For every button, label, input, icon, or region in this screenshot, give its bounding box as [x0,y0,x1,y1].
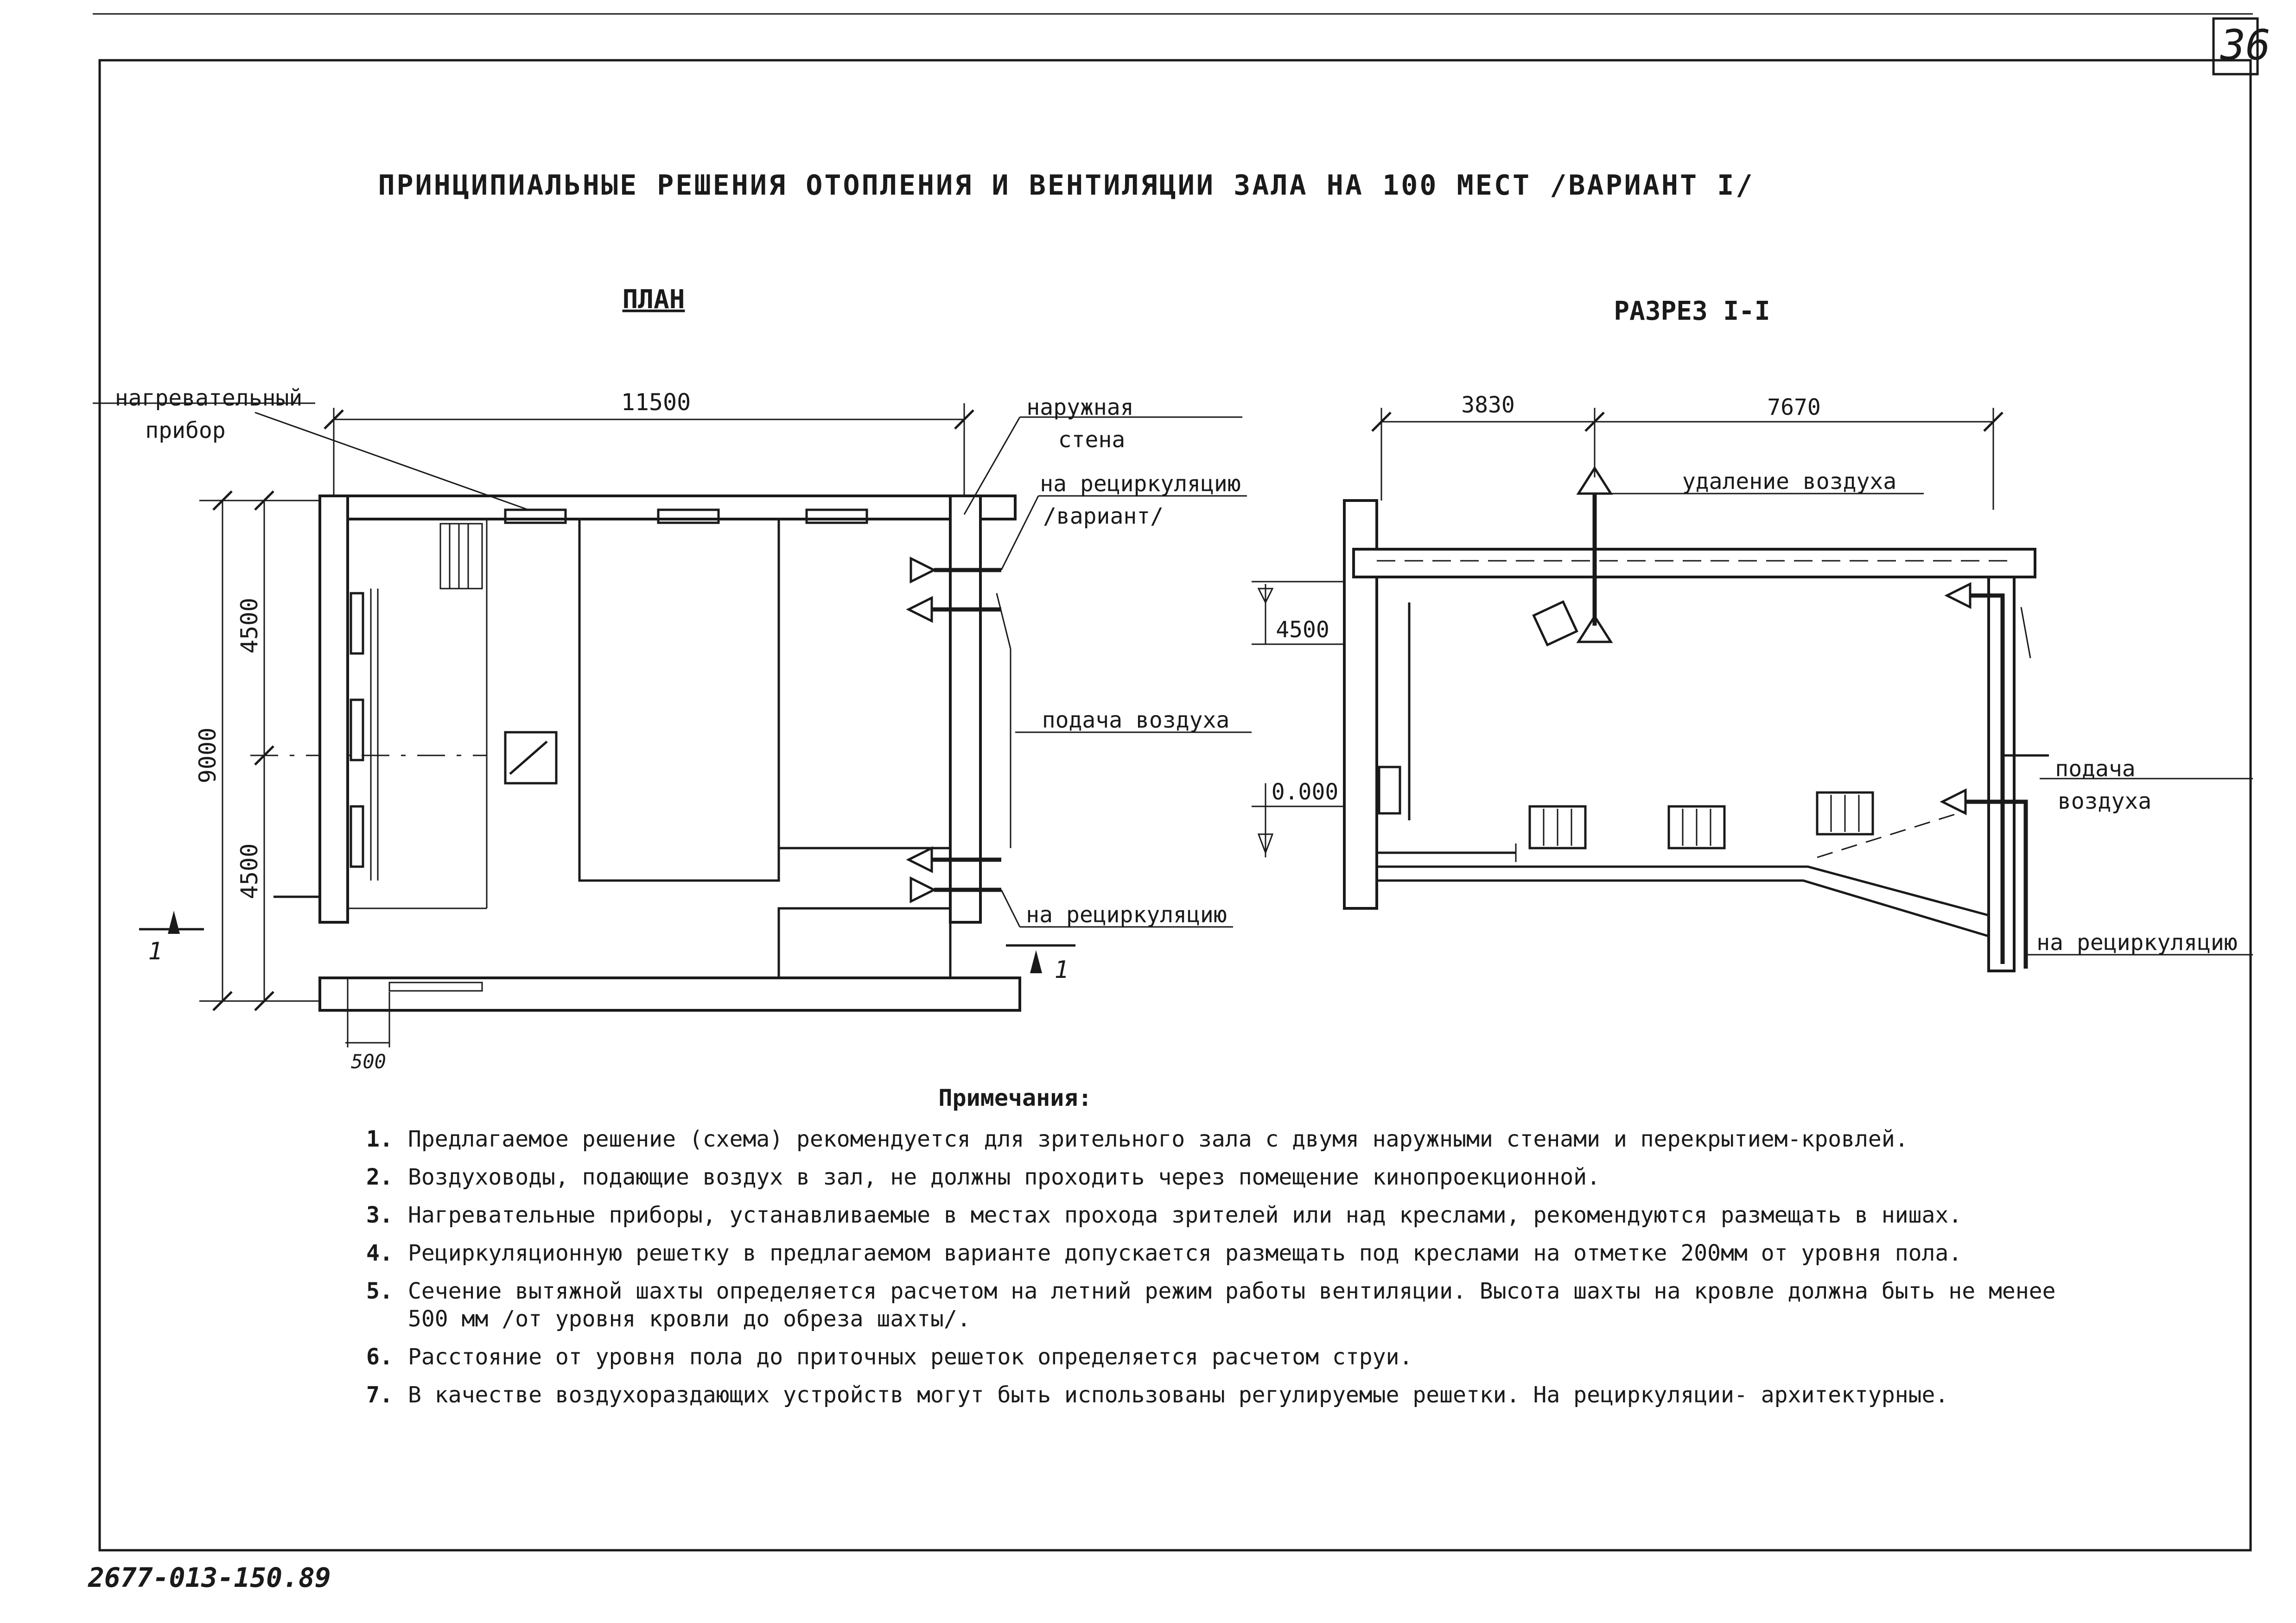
label-supply: подача воздуха [1042,707,1230,733]
note-number: 7. [366,1382,393,1408]
radiator [351,806,363,867]
supply-grille-icon [1942,790,1965,813]
label-variant: /вариант/ [1043,503,1164,529]
dim-width-label: 11500 [621,389,691,416]
note-number: 4. [366,1240,393,1266]
label-supply-section-2: воздуха [2057,788,2152,814]
supply-grille-icon [911,558,934,582]
dim-left-label: 3830 [1461,392,1515,418]
note-text: Расстояние от уровня пола до приточных решеток определяется расчетом струи. [408,1344,1413,1370]
note-text: Предлагаемое решение (схема) рекомендуется для зрительного зала с двумя наружными стенами и перекрытием-кровлей. [408,1126,1908,1152]
note-text: Сечение вытяжной шахты определяется расчетом на летний режим работы вентиляции. Высота шахты на кровле должна быть не менее 500 мм /от уровня кровли до обреза шахты/. [408,1278,2056,1332]
page-number: 36 [2220,21,2271,70]
supply-grille-icon [911,878,934,901]
note-text: Нагревательные приборы, устанавливаемые в местах прохода зрителей или над креслами, рекомендуются размещать в нишах. [408,1202,1962,1228]
radiator [351,593,363,653]
exhaust-shaft [505,732,556,783]
note-item [366,1201,2081,1229]
document-stamp: 2677-013-150.89 [88,1562,331,1593]
note-item [366,1343,2081,1371]
note-text: Рециркуляционную решетку в предлагаемом варианте допускается размещать под креслами на отметке 200мм от уровня пола. [408,1240,1962,1266]
section-arrow-icon [1030,950,1042,973]
main-title: ПРИНЦИПИАЛЬНЫЕ РЕШЕНИЯ ОТОПЛЕНИЯ И ВЕНТИЛЯЦИИ ЗАЛА НА 100 МЕСТ /ВАРИАНТ I/ [378,169,1755,202]
radiator [351,700,363,760]
notes-title: Примечания: [938,1084,1092,1111]
section-heading: РАЗРЕЗ I-I [1614,296,1770,326]
note-text: Воздуховоды, подающие воздух в зал, не должны проходить через помещение кинопроекционной. [408,1164,1600,1190]
label-recirc-bottom: на рециркуляцию [1026,902,1227,928]
label-heater: нагревательный [114,385,303,411]
note-number: 6. [366,1344,393,1370]
notes-block [366,1084,2081,1419]
break-line [2021,607,2030,658]
label-exhaust: удаление воздуха [1682,469,1897,495]
plan-view [93,385,1252,1073]
note-item [366,1125,2081,1153]
projection-room [579,519,779,881]
dim-500-label: 500 [351,1050,386,1073]
label-recirc-top: на рециркуляцию [1040,471,1241,497]
supply-grille-icon [1947,584,1970,607]
dim-height-label: 9000 [194,727,221,784]
label-recirc-section: на рециркуляцию [2036,930,2238,956]
wall-top [320,496,1015,519]
section-mark-right: 1 [1054,956,1069,984]
note-item [366,1277,2081,1333]
label-level-top: 4500 [1276,617,1329,643]
label-supply-section: подача [2055,756,2136,782]
floor-line-lower [1377,881,1989,936]
stairs [440,524,482,589]
label-outer-wall: наружная [1026,394,1134,420]
break-line [997,593,1011,649]
leader-recirc-bottom [1001,890,1020,927]
label-outer-wall-2: стена [1058,427,1126,453]
fan-icon [1533,602,1577,645]
shaft-diagonal [510,742,547,774]
roof-slab [1354,549,2035,577]
note-number: 1. [366,1126,393,1152]
note-number: 5. [366,1278,393,1304]
label-level-floor: 0.000 [1271,779,1339,805]
supply-grille-icon [909,848,932,871]
speaker [1379,767,1400,813]
note-item [366,1239,2081,1267]
section-arrow-icon [168,911,180,934]
note-text: В качестве воздухораздающих устройств могут быть использованы регулируемые решетки. На рециркуляции- архитектурные. [408,1382,1949,1408]
section-mark-left: 1 [148,938,163,965]
note-number: 2. [366,1164,393,1190]
wall-left [320,496,348,922]
dim-right-label: 7670 [1767,394,1821,420]
label-heater-2: прибор [145,418,226,444]
section-view [1252,392,2253,971]
note-item [366,1381,2081,1409]
plan-heading: ПЛАН [622,285,685,315]
note-item [366,1163,2081,1191]
supply-grille-icon [909,598,932,621]
dim-lower-label: 4500 [236,843,263,900]
note-number: 3. [366,1202,393,1228]
dim-upper-label: 4500 [236,597,263,654]
